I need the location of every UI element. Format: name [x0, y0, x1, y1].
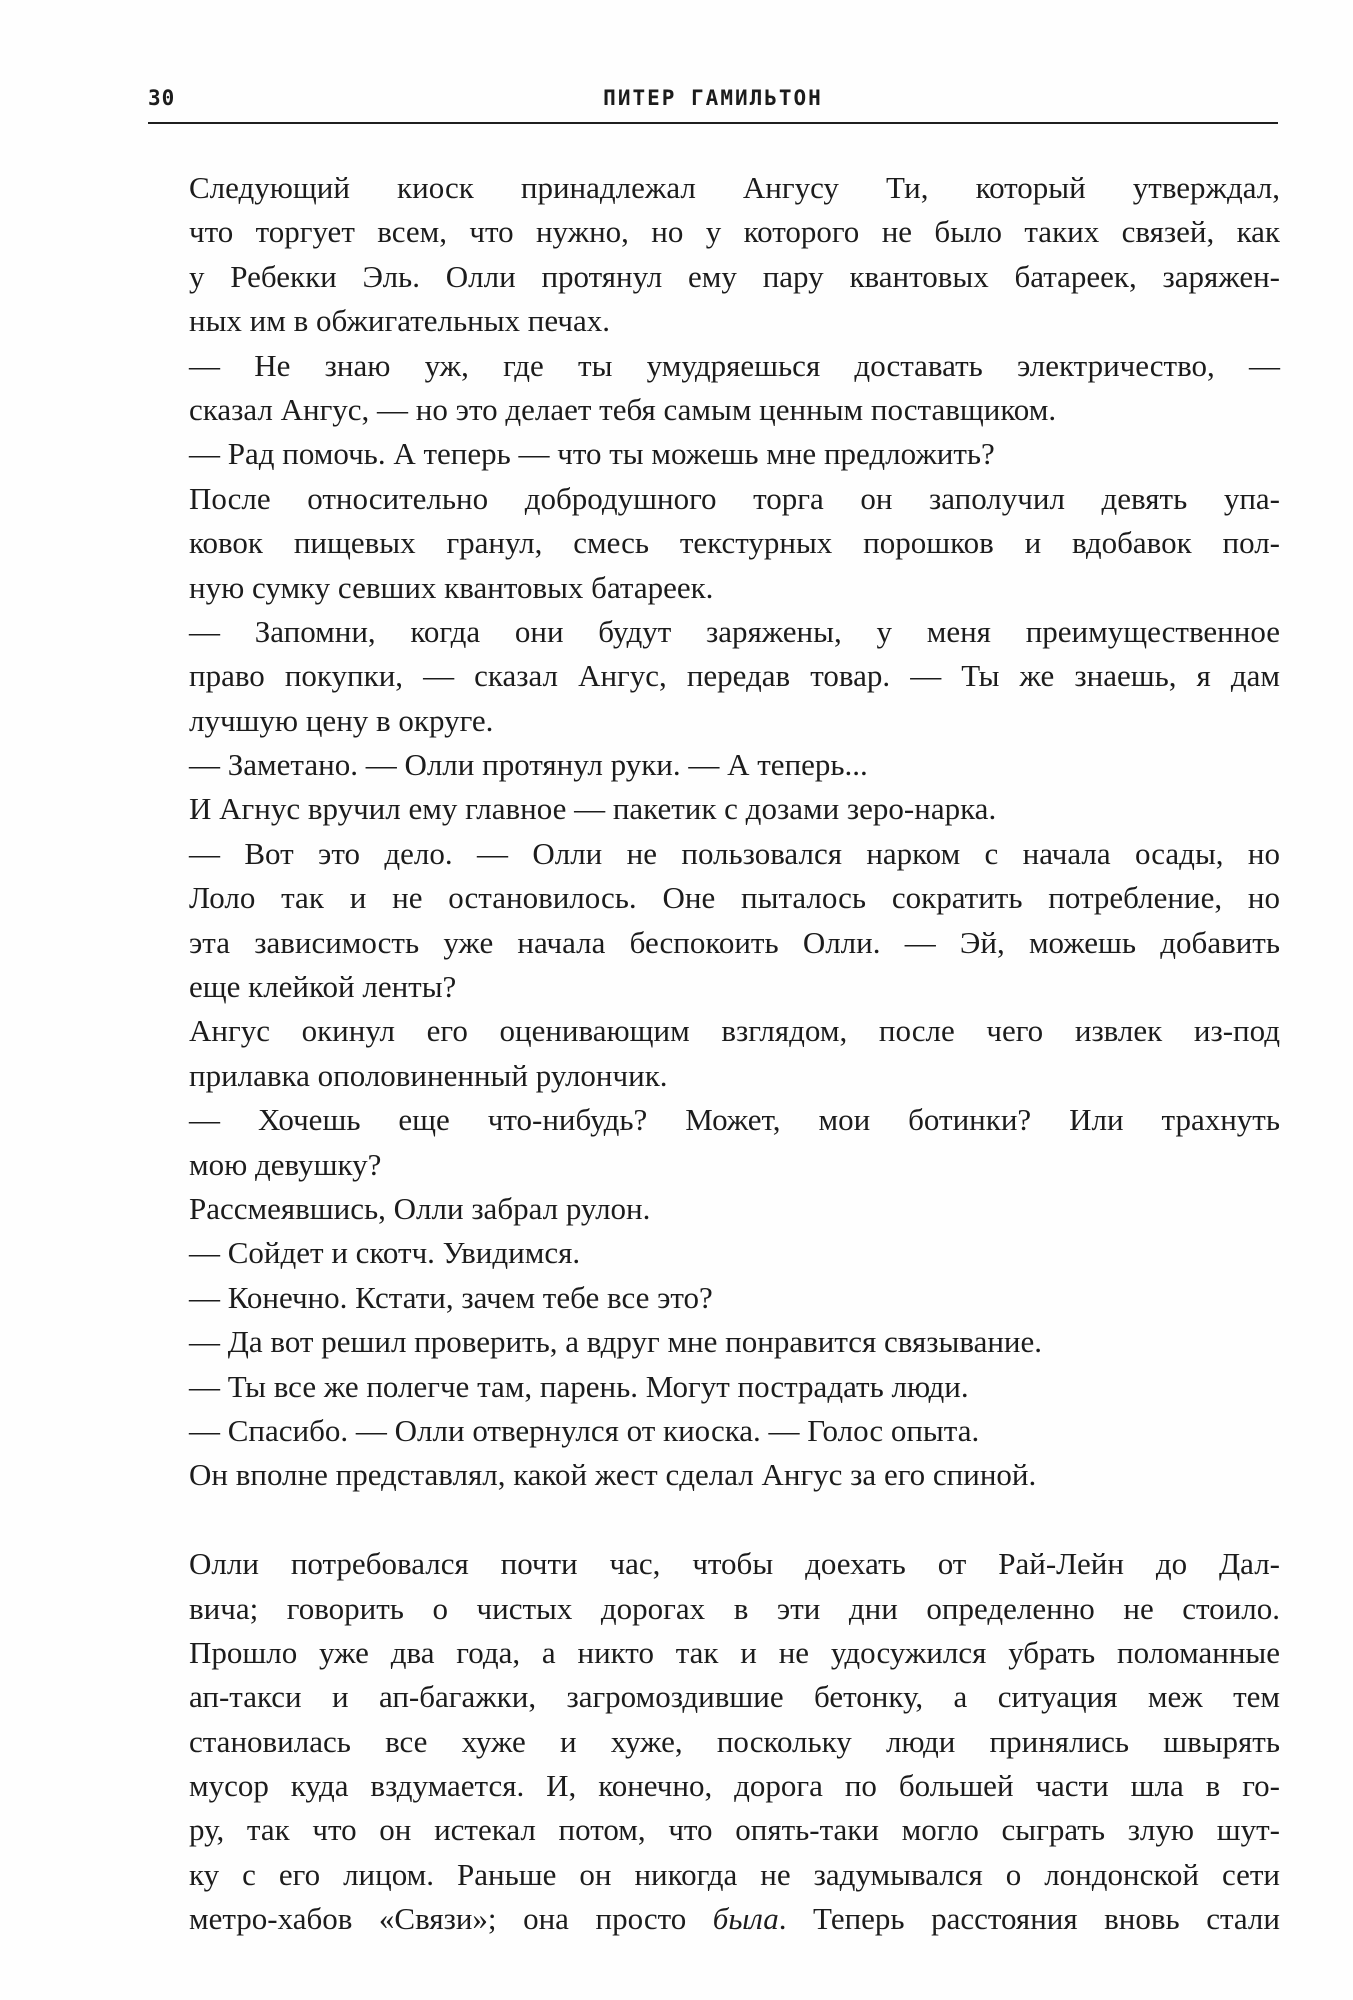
text-line: — Сойдет и скотч. Увидимся.: [189, 1235, 581, 1271]
text-line: у Ребекки Эль. Олли протянул ему пару квантовых батареек, заряжен-: [189, 258, 1280, 294]
text-line: лучшую цену в округе.: [189, 702, 494, 738]
text-run: . Теперь расстояния вновь стали: [778, 1901, 1280, 1937]
section-break: [148, 1498, 1280, 1542]
text-line: ную сумку севших квантовых батареек.: [189, 569, 714, 605]
text-line: Рассмеявшись, Олли забрал рулон.: [189, 1190, 651, 1226]
running-title: ПИТЕР ГАМИЛЬТОН: [603, 86, 823, 110]
text-line: Ангус окинул его оценивающим взглядом, после чего извлек из-под: [189, 1013, 1280, 1049]
text-line: — Вот это дело. — Олли не пользовался нарком с начала осады, но: [189, 835, 1280, 871]
text-line: Он вполне представлял, какой жест сделал Ангус за его спиной.: [189, 1457, 1037, 1493]
text-line: становилась все хуже и хуже, поскольку люди принялись швырять: [189, 1723, 1280, 1759]
text-line: — Заметано. — Олли протянул руки. — А теперь...: [189, 747, 868, 783]
text-line: право покупки, — сказал Ангус, передав товар. — Ты же знаешь, я дам: [189, 658, 1280, 694]
body-text: [148, 166, 1280, 1942]
text-line: — Хочешь еще что-нибудь? Может, мои ботинки? Или трахнуть: [189, 1102, 1280, 1138]
text-line: ап-такси и ап-багажки, загромоздившие бетонку, а ситуация меж тем: [189, 1679, 1280, 1715]
text-line: сказал Ангус, — но это делает тебя самым ценным поставщиком.: [189, 391, 1057, 427]
text-line: ру, так что он истекал потом, что опять-таки могло сыграть злую шут-: [189, 1812, 1280, 1848]
text-line: мою девушку?: [189, 1146, 382, 1182]
text-line: прилавка ополовиненный рулончик.: [189, 1057, 668, 1093]
text-line: вича; говорить о чистых дорогах в эти дни определенно не стоило.: [189, 1590, 1280, 1626]
text-run: метро-хабов «Связи»; она просто: [189, 1901, 713, 1937]
text-line: мусор куда вздумается. И, конечно, дорога по большей части шла в го-: [189, 1768, 1280, 1804]
text-line: еще клейкой ленты?: [189, 969, 457, 1005]
text-line: ных им в обжигательных печах.: [189, 303, 610, 339]
text-line: Олли потребовался почти час, чтобы доехать от Рай-Лейн до Дал-: [189, 1546, 1280, 1582]
text-line: ковок пищевых гранул, смесь текстурных порошков и вдобавок пол-: [189, 525, 1280, 561]
text-line-last: [148, 1897, 1280, 1941]
text-line: эта зависимость уже начала беспокоить Олли. — Эй, можешь добавить: [189, 924, 1280, 960]
text-line: — Запомни, когда они будут заряжены, у меня преимущественное: [189, 613, 1280, 649]
text-line: Лоло так и не остановилось. Оне пыталось сократить потребление, но: [189, 880, 1280, 916]
page-number: 30: [148, 86, 176, 110]
text-line: — Да вот решил проверить, а вдруг мне понравится связывание.: [189, 1324, 1043, 1360]
text-line: — Ты все же полегче там, парень. Могут пострадать люди.: [189, 1368, 969, 1404]
text-line: Прошло уже два года, а никто так и не удосужился убрать поломанные: [189, 1634, 1280, 1670]
italic-emphasis: была: [712, 1901, 779, 1937]
text-line: ку с его лицом. Раньше он никогда не задумывался о лондонской сети: [189, 1856, 1280, 1892]
text-line: что торгует всем, что нужно, но у которого не было таких связей, как: [189, 214, 1280, 250]
text-line: — Конечно. Кстати, зачем тебе все это?: [189, 1279, 713, 1315]
text-line: После относительно добродушного торга он заполучил девять упа-: [189, 480, 1280, 516]
text-line: — Спасибо. — Олли отвернулся от киоска. — Голос опыта.: [189, 1412, 980, 1448]
text-line: — Не знаю уж, где ты умудряешься доставать электричество, —: [189, 347, 1280, 383]
text-line: Следующий киоск принадлежал Ангусу Ти, который утверждал,: [189, 170, 1280, 205]
text-line: — Рад помочь. А теперь — что ты можешь мне предложить?: [189, 436, 995, 472]
running-head: [148, 82, 1278, 124]
text-line: И Агнус вручил ему главное — пакетик с дозами зеро-нарка.: [189, 791, 997, 827]
